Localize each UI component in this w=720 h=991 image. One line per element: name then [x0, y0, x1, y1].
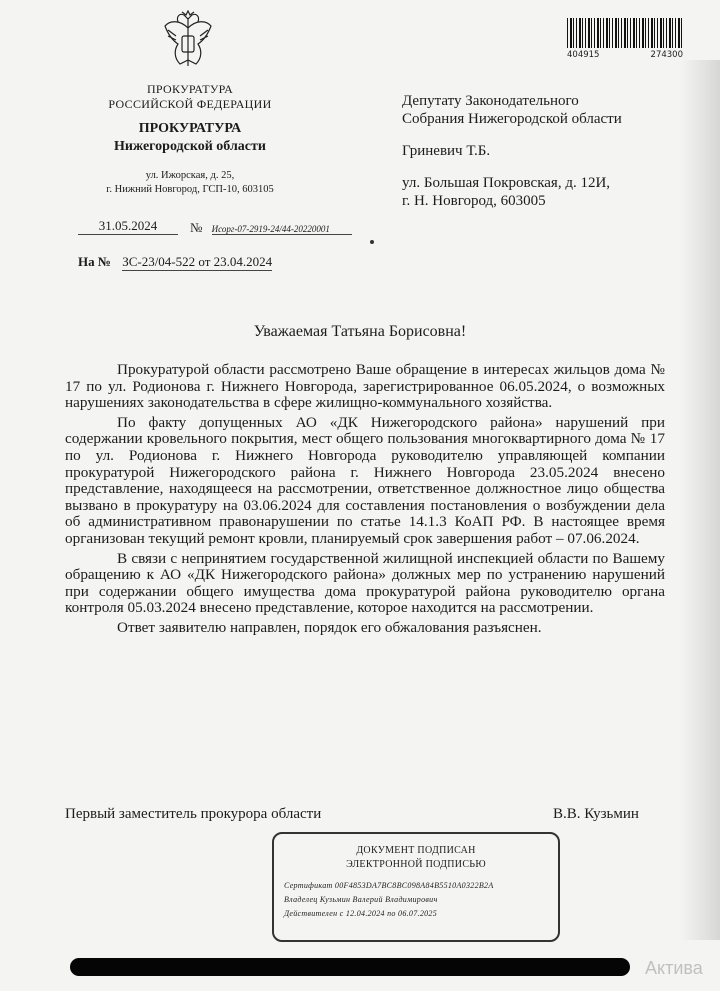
addressee-line2: Собрания Нижегородской области [402, 111, 622, 127]
barcode-left-number: 404915 [567, 50, 600, 60]
reference-value: ЗС-23/04-522 от 23.04.2024 [122, 254, 273, 269]
barcode [567, 18, 683, 64]
signer-name: В.В. Кузьмин [553, 806, 639, 822]
signer-position: Первый заместитель прокурора области [65, 806, 322, 822]
reference-field [78, 254, 272, 271]
ink-dot [370, 240, 374, 244]
greeting: Уважаемая Татьяна Борисовна! [253, 323, 467, 340]
sender-address-line1: ул. Ижорская, д. 25, [145, 170, 235, 181]
coat-of-arms-icon [162, 10, 214, 72]
reg-date-field [78, 218, 178, 235]
redaction-bar [70, 958, 630, 976]
reg-number: Исорг-07-2919-24/44-20220001 [212, 224, 352, 235]
addressee-name: Гриневич Т.Б. [402, 143, 491, 159]
org-name-bold: ПРОКУРАТУРА [138, 121, 242, 136]
activation-watermark: Актива [645, 958, 703, 978]
addressee-line1: Депутату Законодательного [402, 93, 579, 109]
barcode-right-number: 274300 [650, 50, 683, 60]
org-region-bold: Нижегородской области [114, 138, 266, 154]
stamp-certificate: Сертификат 00F4853DA7BC8BC098A84B5510A0322B2A [284, 881, 494, 890]
reference-label: На № [78, 254, 111, 269]
paragraph-1: Прокуратурой области рассмотрено Ваше обращение в интересах жильцов дома № 17 по ул. Родионова г. Нижнего Новгорода, зарегистрированное 06.05.2024, о возможных нарушениях законодательства в сфере жилищно-коммунального хозяйства. [65, 361, 665, 412]
reg-number-label: № [190, 220, 203, 235]
addressee-block [402, 92, 702, 210]
stamp-details [284, 879, 558, 921]
sender-header [40, 82, 340, 197]
barcode-bars [567, 18, 683, 48]
stamp-title-line2: ЭЛЕКТРОННОЙ ПОДПИСЬЮ [346, 858, 486, 870]
stamp-owner: Владелец Кузьмин Валерий Владимирович [284, 895, 438, 904]
barcode-numbers [567, 50, 683, 60]
addressee-address2: г. Н. Новгород, 603005 [402, 193, 546, 209]
sender-address-line2: г. Нижний Новгород, ГСП-10, 603105 [106, 184, 274, 196]
stamp-validity: Действителен с 12.04.2024 по 06.07.2025 [284, 909, 438, 918]
stamp-title [274, 844, 558, 871]
org-line-2: РОССИЙСКОЙ ФЕДЕРАЦИИ [108, 97, 272, 111]
reg-number-field [190, 220, 352, 236]
org-line-1: ПРОКУРАТУРА [146, 82, 234, 96]
paragraph-2: По факту допущенных АО «ДК Нижегородского района» нарушений при содержании кровельного покрытия, мест общего пользования многоквартирного дома № 17 по ул. Родионова г. Нижнего Новгорода руководителю управляющей компании прокуратурой Нижегородского района г. Нижнего Новгорода 23.05.2024 внесено представление, находящееся на рассмотрении, ответственное должностное лицо общества вызвано в прокуратуру на 03.06.2024 для составления постановления о возбуждении дела об административном правонарушении по статье 14.1.3 КоАП РФ. В настоящее время организован текущий ремонт кровли, планируемый срок завершения работ – 07.06.2024. [65, 413, 665, 547]
e-signature-stamp [272, 832, 560, 942]
paragraph-3: В связи с непринятием государственной жилищной инспекцией области по Вашему обращению к АО «ДК Нижегородского района» должных мер по устранению нарушений при содержании общего имущества дома прокуратурой района руководителю органа контроля 05.03.2024 внесено представление, которое находится на рассмотрении. [65, 549, 665, 617]
reg-date: 31.05.2024 [78, 218, 178, 235]
paragraph-4: Ответ заявителю направлен, порядок его обжалования разъяснен. [117, 618, 542, 636]
letter-body [65, 362, 665, 637]
sender-address [40, 169, 340, 197]
stamp-title-line1: ДОКУМЕНТ ПОДПИСАН [356, 845, 476, 856]
addressee-address1: ул. Большая Покровская, д. 12И, [402, 175, 611, 191]
